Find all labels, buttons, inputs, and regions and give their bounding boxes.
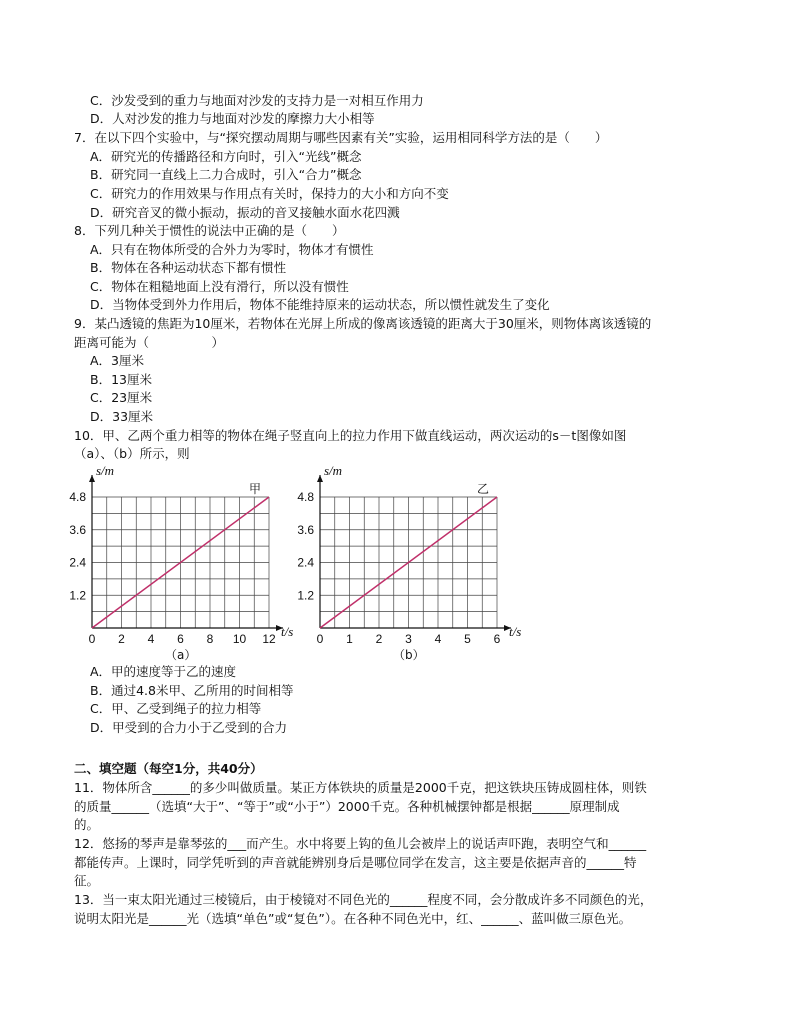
q7-option-a: A．研究光的传播路径和方向时，引入“光线”概念: [90, 149, 362, 164]
y-tick-label: 1.2: [69, 588, 86, 603]
q11-line2: 的质量______（选填“大于”、“等于”或“小于”）2000千克。各种机械摆钟都是根据______原理制成: [74, 799, 620, 814]
x-tick-label: 6: [177, 632, 184, 646]
q10-option-a: A．甲的速度等于乙的速度: [90, 664, 237, 679]
q6-option-d: D．人对沙发的推力与地面对沙发的摩擦力大小相等: [90, 111, 375, 126]
y-axis-label: s/m: [96, 463, 115, 478]
x-tick-label: 12: [262, 632, 276, 646]
y-axis-arrow: [89, 475, 95, 482]
q7-option-c: C．研究力的作用效果与作用点有关时，保持力的大小和方向不变: [90, 186, 449, 201]
y-tick-label: 4.8: [69, 490, 86, 504]
q11-line1: 11．物体所含______的多少叫做质量。某正方体铁块的质量是2000千克，把这铁块压铸成圆柱体，则铁: [74, 780, 647, 795]
q12-line2: 都能传声。上课时，同学凭听到的声音就能辨别身后是哪位同学在发言，这主要是依据声音的______特: [74, 855, 637, 870]
y-tick-label: 2.4: [69, 555, 86, 570]
y-tick-label: 3.6: [69, 522, 86, 537]
graph-a-caption: （a）: [165, 648, 197, 662]
x-tick-label: 8: [206, 632, 214, 646]
q9-option-a: A．3厘米: [90, 353, 145, 368]
x-tick-label: 2: [375, 632, 383, 646]
q12-line1: 12．悠扬的琴声是靠琴弦的___而产生。水中将要上钩的鱼儿会被岸上的说话声吓跑，表明空气和______: [74, 836, 647, 851]
q9-option-d: D．33厘米: [90, 409, 154, 424]
q7-option-b: B．研究同一直线上二力合成时，引入“合力”概念: [90, 167, 362, 182]
x-tick-label: 0: [88, 632, 96, 646]
q8-stem: 8．下列几种关于惯性的说法中正确的是（ ）: [74, 223, 345, 238]
y-axis-label: s/m: [324, 463, 343, 478]
q8-option-d: D．当物体受到外力作用后，物体不能维持原来的运动状态，所以惯性就发生了变化: [90, 297, 550, 312]
st-graph-a: [62, 458, 302, 646]
x-tick-label: 0: [316, 632, 324, 646]
x-tick-label: 3: [405, 632, 412, 646]
y-tick-label: 1.2: [297, 588, 314, 603]
x-tick-label: 4: [434, 632, 442, 646]
q8-option-a: A．只有在物体所受的合外力为零时，物体才有惯性: [90, 242, 374, 257]
y-tick-label: 2.4: [297, 555, 314, 570]
q9-stem: 9．某凸透镜的焦距为10厘米，若物体在光屏上所成的像离该透镜的距离大于30厘米，则物体离该透镜的: [74, 316, 652, 331]
q8-option-b: B．物体在各种运动状态下都有惯性: [90, 260, 287, 275]
q7-stem: 7．在以下四个实验中，与“探究摆动周期与哪些因素有关”实验，运用相同科学方法的是（ ）: [74, 130, 608, 145]
x-axis-label: t/s: [509, 624, 522, 639]
q11-line3: 的。: [74, 817, 100, 832]
q9-option-b: B．13厘米: [90, 372, 152, 387]
q10-option-b: B．通过4.8米甲、乙所用的时间相等: [90, 683, 294, 698]
q12-line3: 征。: [74, 873, 100, 888]
y-tick-label: 4.8: [297, 490, 314, 504]
q6-option-c: C．沙发受到的重力与地面对沙发的支持力是一对相互作用力: [90, 93, 424, 108]
series-label: 乙: [477, 482, 490, 496]
q13-line2: 说明太阳光是______光（选填“单色”或“复色”）。在各种不同色光中，红、______、蓝叫做三原色光。: [74, 911, 632, 926]
series-label: 甲: [249, 482, 262, 496]
q13-line1: 13．当一束太阳光通过三棱镜后，由于棱镜对不同色光的______程度不同，会分散成许多不同颜色的光，: [74, 892, 653, 907]
x-tick-label: 5: [464, 632, 471, 646]
q8-option-c: C．物体在粗糙地面上没有滑行，所以没有惯性: [90, 279, 349, 294]
y-axis-arrow: [317, 475, 323, 482]
x-tick-label: 2: [118, 632, 125, 646]
st-graph-b: [290, 458, 530, 646]
q7-option-d: D．研究音叉的微小振动，振动的音叉接触水面水花四溅: [90, 205, 400, 220]
x-tick-label: 10: [232, 632, 247, 646]
q9-option-c: C．23厘米: [90, 390, 153, 405]
q9-stem-cont: 距离可能为（ ）: [74, 335, 225, 350]
x-tick-label: 6: [493, 632, 501, 646]
q10-stem-cont: （a）、（b）所示，则: [74, 446, 190, 461]
y-tick-label: 3.6: [297, 522, 314, 537]
x-tick-label: 1: [346, 632, 353, 646]
q10-option-d: D．甲受到的合力小于乙受到的合力: [90, 720, 288, 735]
q10-option-c: C．甲、乙受到绳子的拉力相等: [90, 701, 262, 716]
x-tick-label: 4: [147, 632, 155, 646]
section-fill-in-title: 二、填空题（每空1分，共40分）: [74, 761, 263, 776]
x-axis-label: t/s: [281, 624, 294, 639]
graph-b-caption: （b）: [393, 648, 425, 662]
q10-stem: 10．甲、乙两个重力相等的物体在绳子竖直向上的拉力作用下做直线运动，两次运动的s－t图像如图: [74, 428, 627, 443]
